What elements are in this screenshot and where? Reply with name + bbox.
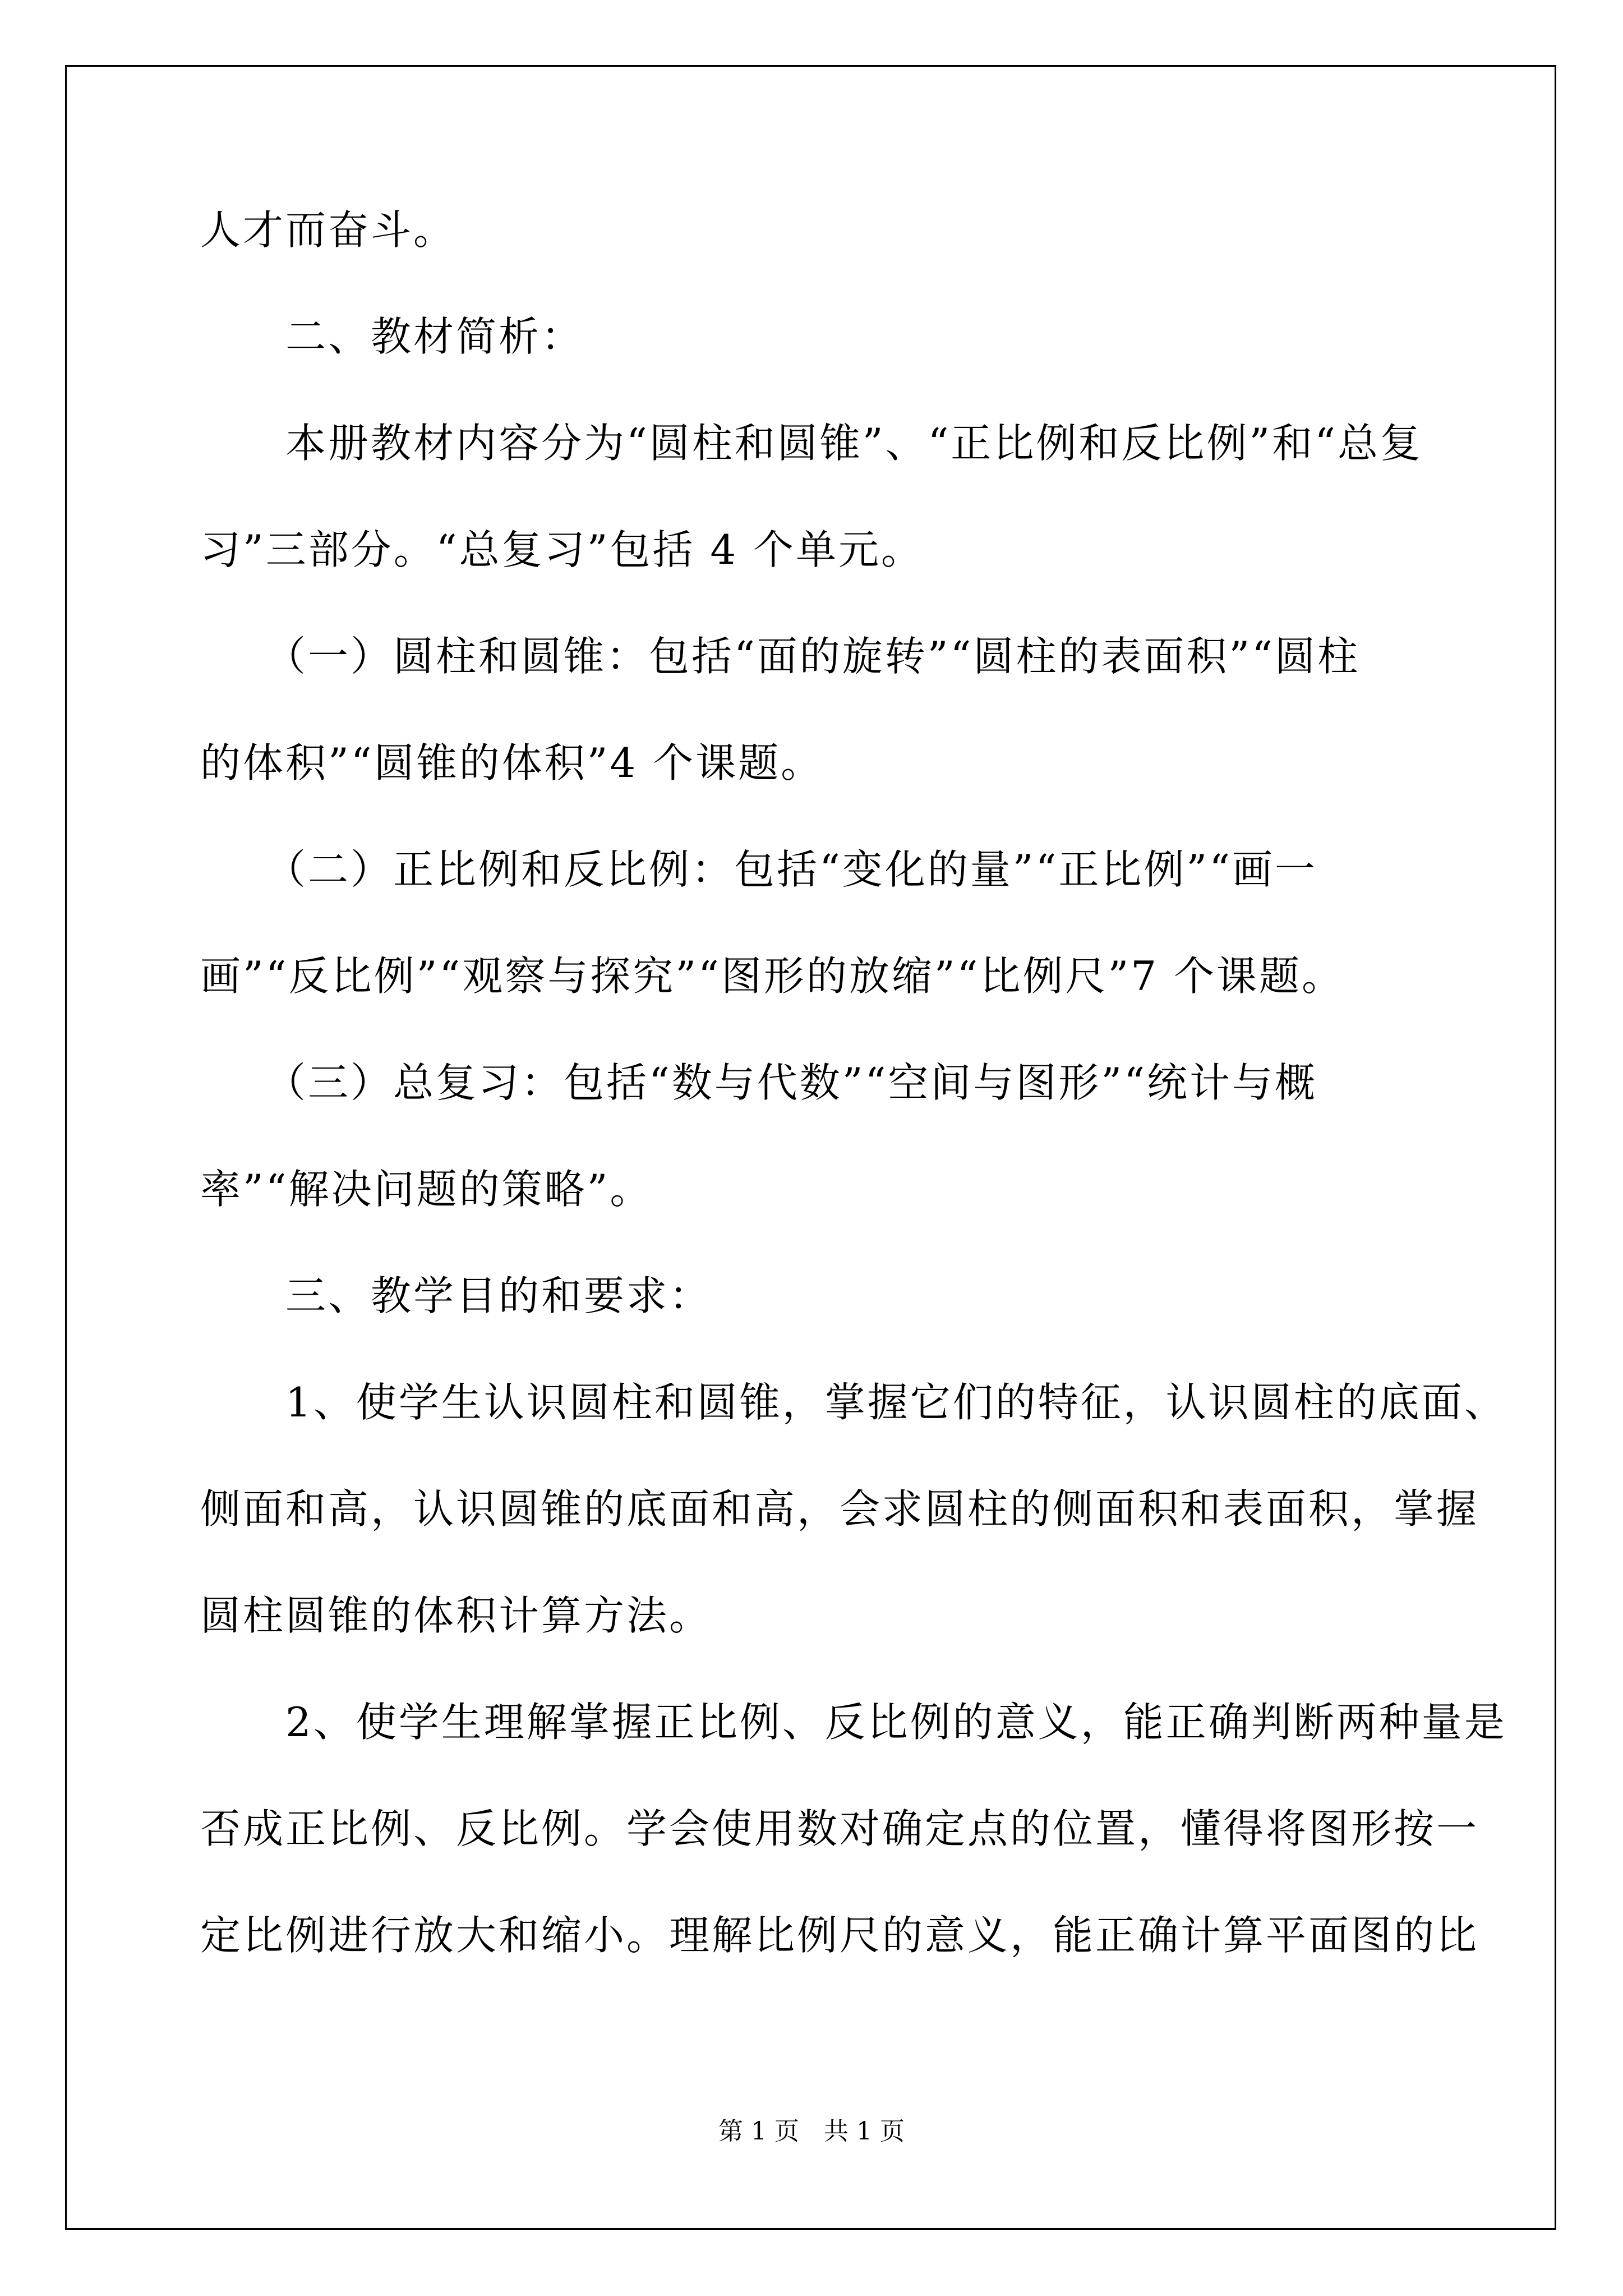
text-line: 否成正比例、反比例。学会使用数对确定点的位置，懂得将图形按一 <box>200 1805 1479 1852</box>
text-line: 定比例进行放大和缩小。理解比例尺的意义，能正确计算平面图的比 <box>200 1912 1479 1959</box>
text-line: 圆柱圆锥的体积计算方法。 <box>200 1592 712 1639</box>
text-line: 2、使学生理解掌握正比例、反比例的意义，能正确判断两种量是 <box>200 1699 1507 1746</box>
section-heading: 二、教材简析： <box>200 313 584 360</box>
text-line: 率”“解决问题的策略”。 <box>200 1166 653 1213</box>
section-heading: 三、教学目的和要求： <box>200 1272 712 1319</box>
text-line: 侧面和高，认识圆锥的底面和高，会求圆柱的侧面积和表面积，掌握 <box>200 1485 1479 1533</box>
text-line: （一）圆柱和圆锥：包括“面的旋转”“圆柱的表面积”“圆柱 <box>200 633 1361 680</box>
text-line: 习”三部分。“总复习”包括 4 个单元。 <box>200 526 924 573</box>
text-line: （三）总复习：包括“数与代数”“空间与图形”“统计与概 <box>200 1059 1318 1106</box>
text-line: 画”“反比例”“观察与探究”“图形的放缩”“比例尺”7 个课题。 <box>200 953 1344 1000</box>
text-line: 人才而奋斗。 <box>200 206 457 254</box>
text-line: 的体积”“圆锥的体积”4 个课题。 <box>200 739 824 786</box>
text-line: 本册教材内容分为“圆柱和圆锥”、“正比例和反比例”和“总复 <box>200 420 1423 467</box>
page-border <box>65 65 1556 2230</box>
text-line: 1、使学生认识圆柱和圆锥，掌握它们的特征，认识圆柱的底面、 <box>200 1379 1507 1426</box>
text-line: （二）正比例和反比例：包括“变化的量”“正比例”“画一 <box>200 846 1318 893</box>
page-footer: 第 1 页 共 1 页 <box>718 2117 905 2146</box>
